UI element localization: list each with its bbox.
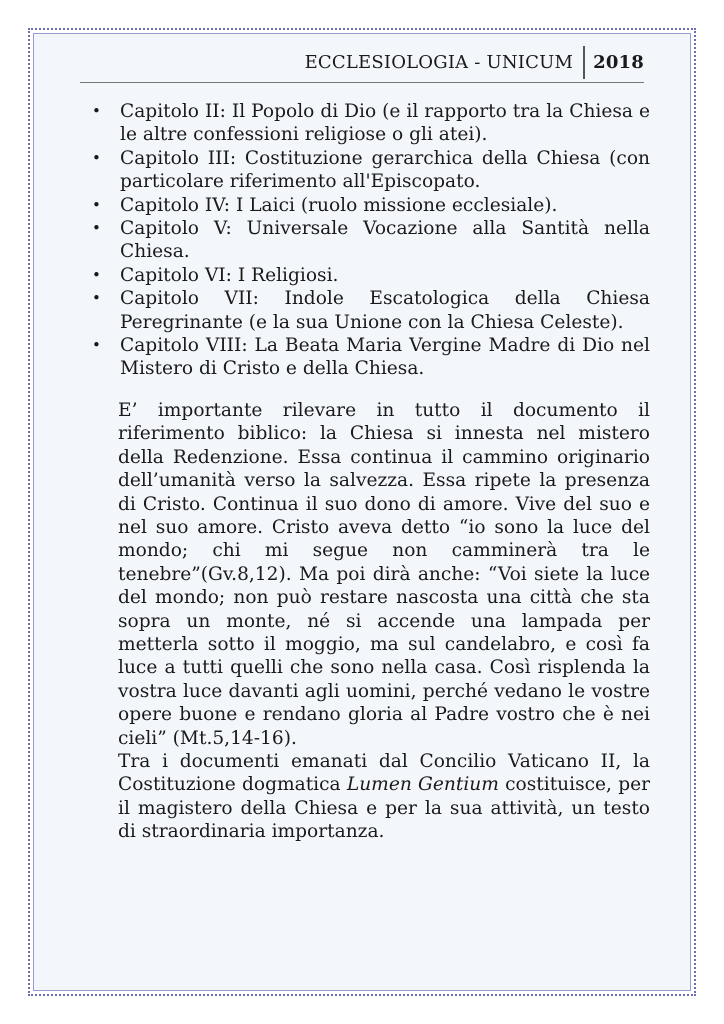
page-content	[90, 100, 650, 844]
list-item: • Capitolo IV: I Laici (ruolo missione ecclesiale).	[90, 194, 650, 217]
list-item: • Capitolo VII: Indole Escatologica della Chiesa Peregrinante (e la sua Unione con la Chiesa Celeste).	[90, 287, 650, 334]
body-paragraph: E’ importante rilevare in tutto il documento il riferimento biblico: la Chiesa si innesta nel mistero della Redenzione. Essa continua il cammino originario dell’umanità verso la salvezza. Essa ripete la presenza di Cristo. Continua il suo dono di amore. Vive del suo e nel suo amore. Cristo aveva detto “io sono la luce del mondo; chi mi segue non camminerà tra le tenebre”(Gv.8,12). Ma poi dirà anche: “Voi siete la luce del mondo; non può restare nascosta una città che sta sopra un monte, né si accende una lampada per metterla sotto il moggio, ma sul candelabro, e così fa luce a tutti quelli che sono nella casa. Così risplenda la vostra luce davanti agli uomini, perché vedano le vostre opere buone e rendano gloria al Padre vostro che è nei cieli” (Mt.5,14-16).	[118, 399, 650, 749]
header-rule	[80, 82, 644, 83]
body-paragraph	[118, 750, 650, 844]
paragraph-text: costituisce, per il magistero della Chiesa e per la sua attività, un testo di straordinaria importanza.	[118, 774, 650, 843]
list-item: • Capitolo V: Universale Vocazione alla Santità nella Chiesa.	[90, 217, 650, 264]
list-item: • Capitolo VIII: La Beata Maria Vergine Madre di Dio nel Mistero di Cristo e della Chiesa.	[90, 334, 650, 381]
header-title: ECCLESIOLOGIA - UNICUM	[304, 52, 574, 73]
list-item: • Capitolo II: Il Popolo di Dio (e il rapporto tra la Chiesa e le altre confessioni religiose o gli atei).	[90, 100, 650, 147]
document-title-italic: Lumen Gentium	[346, 774, 499, 796]
chapter-list	[90, 100, 650, 381]
paragraph-text: Tra i documenti emanati dal Concilio Vaticano II, la Costituzione dogmatica	[118, 750, 650, 796]
list-item: • Capitolo VI: I Religiosi.	[90, 264, 650, 287]
page	[33, 33, 691, 991]
page-border	[28, 28, 696, 996]
list-item: • Capitolo III: Costituzione gerarchica della Chiesa (con particolare riferimento all'Episcopato.	[90, 147, 650, 194]
header-year: 2018	[583, 46, 644, 79]
running-header	[305, 46, 644, 79]
